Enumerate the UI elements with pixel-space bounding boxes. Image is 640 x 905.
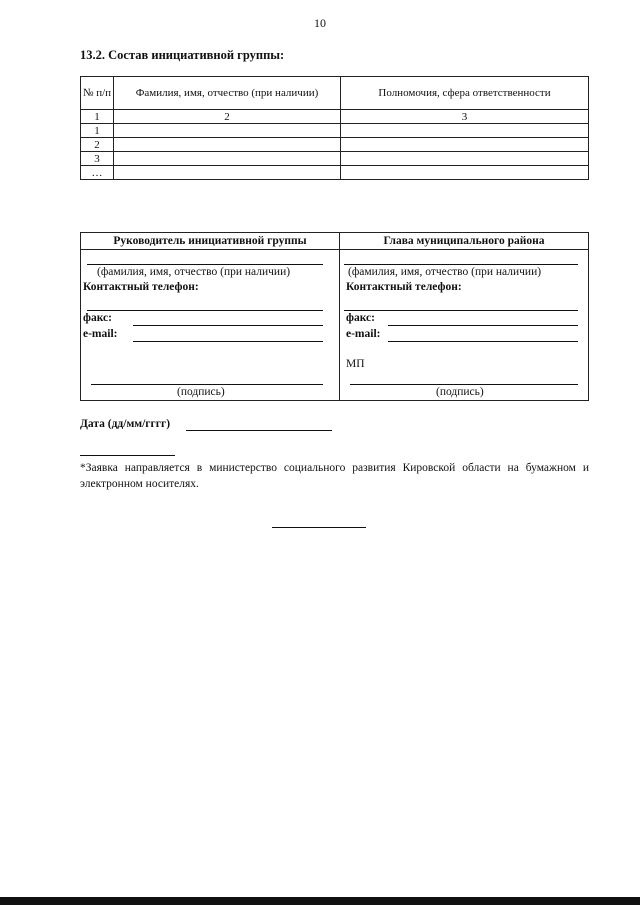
table-row xyxy=(81,138,589,152)
signature-line[interactable] xyxy=(91,384,323,385)
fax-line[interactable] xyxy=(133,325,323,326)
table-cell: 3 xyxy=(341,110,589,124)
phone-label: Контактный телефон: xyxy=(83,281,199,293)
section-title: 13.2. Состав инициативной группы: xyxy=(80,48,285,62)
name-line[interactable] xyxy=(87,264,323,265)
signature-caption: (подпись) xyxy=(436,386,484,398)
members-table xyxy=(80,76,589,180)
end-divider xyxy=(272,527,366,528)
name-caption: (фамилия, имя, отчество (при наличии) xyxy=(348,266,542,278)
header-responsibility: Полномочия, сфера ответственности xyxy=(341,77,589,110)
table-cell[interactable] xyxy=(341,124,589,138)
header-number: № п/п xyxy=(81,77,114,110)
table-cell[interactable] xyxy=(114,152,341,166)
table-cell: … xyxy=(81,166,114,180)
signature-table xyxy=(80,232,589,401)
table-row xyxy=(81,166,589,180)
signature-line[interactable] xyxy=(350,384,578,385)
table-row xyxy=(81,124,589,138)
date-label: Дата (дд/мм/гггг) xyxy=(80,418,171,430)
table-numbering-row xyxy=(81,110,589,124)
table-cell: 2 xyxy=(114,110,341,124)
fax-label: факс: xyxy=(83,312,112,324)
head-header: Глава муниципального района xyxy=(340,233,589,250)
name-caption: (фамилия, имя, отчество (при наличии) xyxy=(97,266,291,278)
table-cell[interactable] xyxy=(114,124,341,138)
leader-header: Руководитель инициативной группы xyxy=(81,233,340,250)
table-cell[interactable] xyxy=(341,152,589,166)
phone-line[interactable] xyxy=(87,310,323,311)
table-cell: 1 xyxy=(81,110,114,124)
table-row xyxy=(81,152,589,166)
signature-caption: (подпись) xyxy=(177,386,225,398)
table-cell[interactable] xyxy=(114,166,341,180)
table-cell[interactable] xyxy=(341,138,589,152)
table-cell: 1 xyxy=(81,124,114,138)
table-cell[interactable] xyxy=(341,166,589,180)
email-label: e-mail: xyxy=(83,328,118,340)
footnote: *Заявка направляется в министерство социального развития Кировской области на бумажном и электронном носителях. xyxy=(80,462,589,490)
head-cell xyxy=(340,250,589,401)
name-line[interactable] xyxy=(344,264,578,265)
leader-cell xyxy=(81,250,340,401)
email-line[interactable] xyxy=(388,341,578,342)
phone-line[interactable] xyxy=(344,310,578,311)
table-cell[interactable] xyxy=(114,138,341,152)
fax-label: факс: xyxy=(346,312,375,324)
page-number: 10 xyxy=(314,16,326,30)
footnote-divider xyxy=(80,455,175,456)
email-label: e-mail: xyxy=(346,328,381,340)
phone-label: Контактный телефон: xyxy=(346,281,462,293)
stamp-label: МП xyxy=(346,358,365,370)
date-line[interactable] xyxy=(186,430,332,431)
email-line[interactable] xyxy=(133,341,323,342)
table-header-row xyxy=(81,77,589,110)
scan-edge-bar xyxy=(0,897,640,905)
fax-line[interactable] xyxy=(388,325,578,326)
table-cell: 3 xyxy=(81,152,114,166)
header-full-name: Фамилия, имя, отчество (при наличии) xyxy=(114,77,341,110)
table-cell: 2 xyxy=(81,138,114,152)
